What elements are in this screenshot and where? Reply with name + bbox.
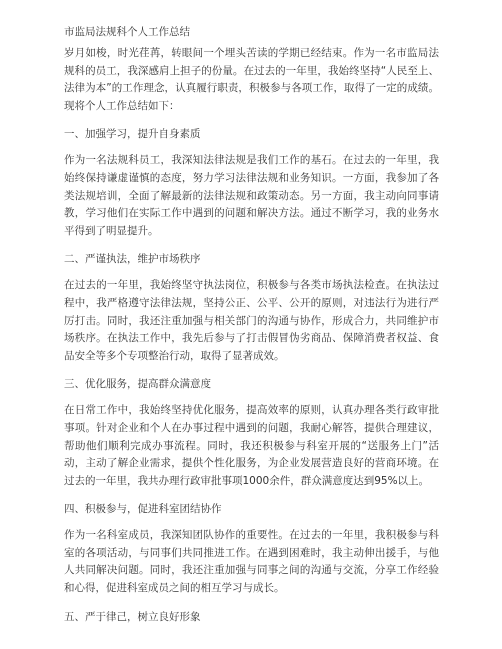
section-heading-4: 四、积极参与，促进科室团结协作	[64, 503, 222, 516]
document-title: 市监局法规科个人工作总结	[64, 26, 190, 38]
section-heading-1: 一、加强学习，提升自身素质	[64, 128, 201, 141]
section-body-4: 作为一名科室成员，我深知团队协作的重要性。在过去的一年里，我积极参与科室的各项活动，与同事们共同推进工作。在遇到困难时，我主动伸出援手，与他人共同解决问题。同时，我还注重加强与同事之间的沟通与交流，分享工作经验和心得，促进科室成员之间的相互学习与成长。	[64, 529, 439, 595]
section-heading-2: 二、严谨执法，维护市场秩序	[64, 253, 201, 266]
section-body-2: 在过去的一年里，我始终坚守执法岗位，积极参与各类市场执法检查。在执法过程中，我严格遵守法律法规，坚持公正、公平、公开的原则，对违法行为进行严厉打击。同时，我还注重加强与相关部门的沟通与协作，形成合力，共同维护市场秩序。在执法工作中，我先后参与了打击假冒伪劣商品、保障消费者权益、食品安全等多个专项整治行动，取得了显著成效。	[64, 279, 439, 362]
section-heading-5: 五、严于律己，树立良好形象	[64, 610, 201, 623]
section-body-1: 作为一名法规科员工，我深知法律法规是我们工作的基石。在过去的一年里，我始终保持谦虚谨慎的态度，努力学习法律法规和业务知识。一方面，我参加了各类法规培训，全面了解最新的法律法规和政策动态。另一方面，我主动向同事请教，学习他们在实际工作中遇到的问题和解决方法。通过不断学习，我的业务水平得到了明显提升。	[64, 154, 439, 237]
document-content	[64, 25, 439, 625]
intro-paragraph: 岁月如梭，时光荏苒，转眼间一个埋头苦读的学期已经结束。作为一名市监局法规科的员工，我深感肩上担子的份量。在过去的一年里，我始终坚持“人民至上、法律为本”的工作理念，认真履行职责，积极参与各项工作，取得了一定的成绩。现将个人工作总结如下：	[64, 47, 439, 112]
section-body-3: 在日常工作中，我始终坚持优化服务，提高效率的原则，认真办理各类行政审批事项。针对企业和个人在办事过程中遇到的问题，我耐心解答，提供合理建议，帮助他们顺利完成办事流程。同时，我还积极参与科室开展的“送服务上门”活动，主动了解企业需求，提供个性化服务，为企业发展营造良好的营商环境。在过去的一年里，我共办理行政审批事项1000余件，群众满意度达到95%以上。	[64, 404, 439, 487]
section-heading-3: 三、优化服务，提高群众满意度	[64, 378, 211, 391]
